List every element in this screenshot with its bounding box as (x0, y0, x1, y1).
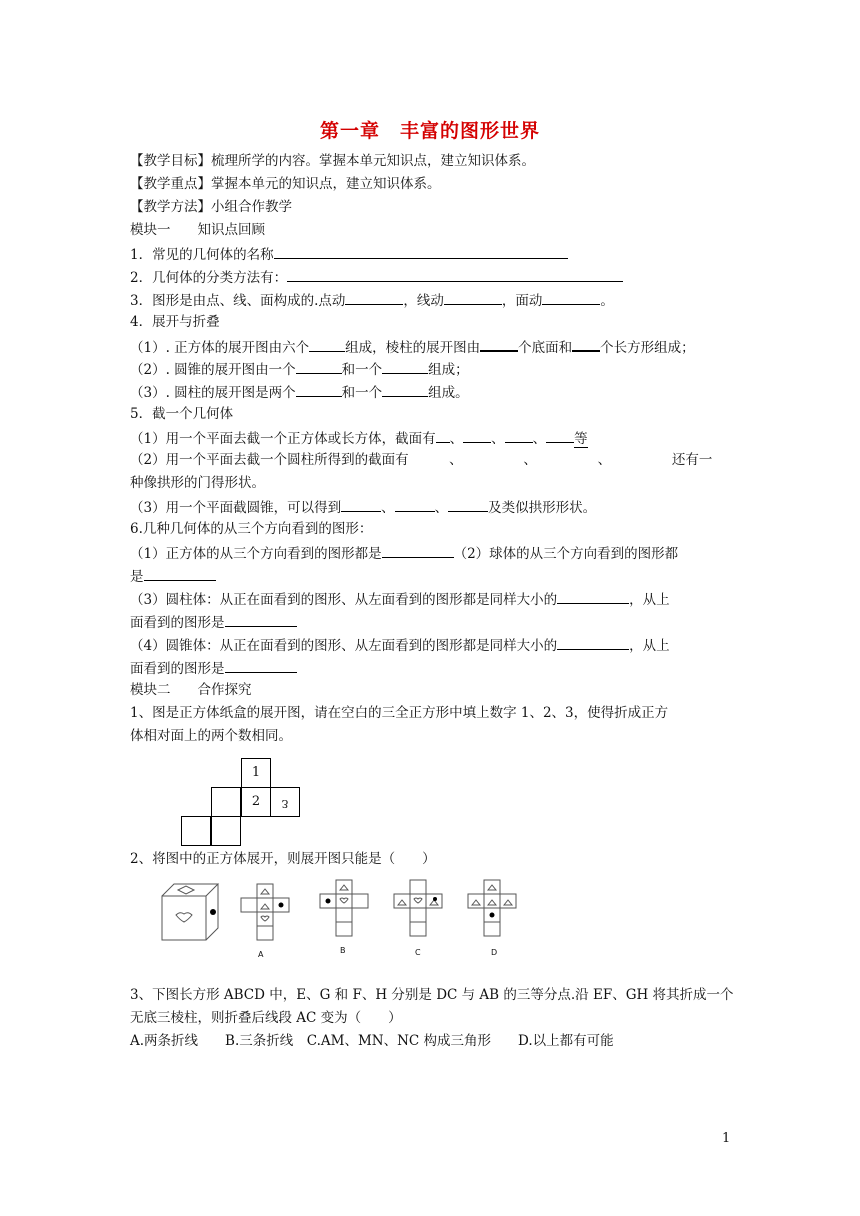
teaching-goal: 【教学目标】梳理所学的内容。掌握本单元知识点，建立知识体系。 (130, 153, 535, 169)
problem-1-line2: 体相对面上的两个数相同。 (130, 728, 292, 744)
page-number: 1 (722, 1131, 731, 1146)
answer-blank (341, 497, 381, 512)
answer-blank (463, 428, 491, 443)
answer-blank (144, 566, 216, 581)
question-text: （2）球体的从三个方向看到的图形都 (453, 546, 679, 562)
answer-blank (296, 382, 342, 397)
rotated-number: 3 (281, 797, 289, 810)
question-3-text: ，线动 (403, 293, 444, 309)
question-3-text: ，面动 (501, 293, 543, 309)
teaching-focus: 【教学重点】掌握本单元的知识点，建立知识体系。 (130, 176, 441, 192)
answer-blank (274, 244, 568, 259)
question-3-text: 3．图形是由点、线、面构成的.点动 (130, 293, 346, 309)
cube-net-figure (180, 758, 300, 848)
net-cell-empty (211, 816, 241, 846)
question-text: 个长方形组成； (600, 340, 695, 356)
answer-blank (382, 543, 454, 558)
answer-blank (225, 612, 297, 627)
answer-blank (382, 359, 428, 374)
answer-blank (436, 428, 450, 443)
answer-blank (296, 359, 342, 374)
question-2-text: 2．几何体的分类方法有： (130, 270, 288, 286)
answer-blank (287, 267, 623, 282)
answer-blank (448, 497, 488, 512)
question-text: （1）. 正方体的展开图由六个 (130, 340, 310, 356)
option-d-label: D (491, 948, 498, 957)
question-4-2 (130, 359, 469, 379)
question-text: 等 (574, 431, 588, 447)
option-b-net (320, 880, 368, 936)
question-text: （2）. 圆锥的展开图由一个 (130, 362, 296, 378)
net-cell-empty (211, 787, 241, 817)
module1-title: 模块一 知识点回顾 (130, 222, 265, 238)
answer-blank (557, 589, 629, 604)
question-1-text: 1．常见的几何体的名称 (130, 247, 274, 263)
question-3 (130, 290, 614, 310)
question-text: 及类似拱形形状。 (488, 500, 597, 516)
problem-2: 2、将图中的正方体展开，则展开图只能是（ ） (130, 851, 436, 867)
option-b-label: B (340, 946, 346, 955)
question-text: 面看到的图形是 (130, 661, 225, 677)
question-text: 、 (434, 500, 449, 516)
answer-blank (572, 336, 600, 352)
question-text: 、 (449, 431, 464, 447)
answer-blank (505, 428, 533, 443)
question-text: 和一个 (341, 385, 383, 401)
question-4-1 (130, 336, 695, 357)
module2-title: 模块二 合作探究 (130, 682, 252, 698)
question-6-4 (130, 635, 670, 655)
question-6-1-cont (130, 566, 216, 586)
question-text: 面看到的图形是 (130, 615, 225, 631)
teaching-method: 【教学方法】小组合作教学 (130, 199, 292, 215)
question-text: 组成，棱柱的展开图由 (345, 340, 481, 356)
answer-blank (225, 658, 297, 673)
net-cell-1: 1 (241, 758, 271, 788)
answer-blank (546, 428, 574, 443)
question-text: 组成。 (428, 385, 469, 401)
answer-blank (542, 290, 600, 305)
problem-1-line1: 1、图是正方体纸盒的展开图，请在空白的三全正方形中填上数字 1、2、3，使得折成正方 (130, 705, 669, 721)
question-1 (130, 244, 568, 264)
net-cell-2: 2 (241, 787, 271, 817)
answer-blank (345, 290, 403, 305)
question-text: 、 (381, 500, 395, 516)
option-a-label: A (258, 950, 264, 959)
option-c-net (394, 880, 442, 936)
problem-3-choices: A.两条折线 B.三条折线 C.AM、MN、NC 构成三角形 D.以上都有可能 (130, 1033, 614, 1049)
question-5-3 (130, 497, 596, 517)
option-c-label: C (415, 948, 421, 957)
answer-blank (309, 337, 345, 352)
question-5-2a: （2）用一个平面去截一个圆柱所得到的截面有 、 、 、 还有一 (130, 452, 713, 468)
question-text: 和一个 (341, 362, 383, 378)
cube-illustration (162, 884, 218, 940)
question-6-3-cont (130, 612, 297, 632)
question-text: 组成； (428, 362, 469, 378)
net-cell-3 (270, 787, 300, 817)
page-title: 第一章 丰富的图形世界 (319, 120, 540, 142)
answer-blank (444, 290, 502, 305)
question-3-text: 。 (600, 293, 614, 309)
question-text: 是 (130, 569, 144, 585)
question-5-1 (130, 428, 588, 448)
answer-blank (557, 635, 629, 650)
question-4-3 (130, 382, 469, 402)
question-text: （1）正方体的从三个方向看到的图形都是 (130, 546, 382, 562)
net-cell-empty (181, 816, 211, 846)
answer-blank (395, 497, 435, 512)
question-5-2b: 种像拱形的门得形状。 (130, 475, 265, 491)
question-6-3 (130, 589, 670, 609)
question-6: 6.几种几何体的从三个方向看到的图形： (130, 521, 373, 537)
question-text: （3）. 圆柱的展开图是两个 (130, 385, 296, 401)
question-5: 5．截一个几何体 (130, 406, 234, 422)
question-text: （4）圆锥体：从正在面看到的图形、从左面看到的图形都是同样大小的 (130, 638, 558, 654)
question-text: ，从上 (629, 592, 670, 608)
option-d-net (468, 880, 516, 936)
question-2 (130, 267, 623, 287)
problem-3-line1: 3、下图长方形 ABCD 中，E、G 和 F、H 分别是 DC 与 AB 的三等分点.沿 EF、GH 将其折成一个 (130, 987, 734, 1003)
problem-3-line2: 无底三棱柱，则折叠后线段 AC 变为（ ） (130, 1010, 402, 1026)
question-text: 、 (491, 431, 505, 447)
answer-blank (382, 382, 428, 397)
question-text: ，从上 (629, 638, 670, 654)
question-text: （3）圆柱体：从正在面看到的图形、从左面看到的图形都是同样大小的 (130, 592, 558, 608)
question-4: 4．展开与折叠 (130, 314, 220, 330)
answer-blank (480, 336, 518, 352)
option-a-net (241, 884, 289, 940)
question-text: （1）用一个平面去截一个正方体或长方体，截面有 (130, 431, 436, 447)
question-text: 、 (532, 431, 547, 447)
question-text: （3）用一个平面截圆锥，可以得到 (130, 500, 342, 516)
question-text: 个底面和 (518, 340, 573, 356)
question-6-1 (130, 543, 678, 563)
question-6-4-cont (130, 658, 297, 678)
